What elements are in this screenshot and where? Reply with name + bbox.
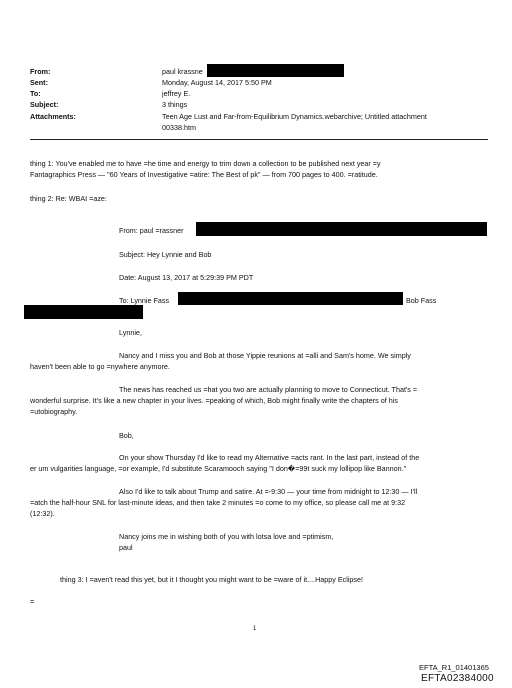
p2-line1: The news has reached us =hat you two are actually planning to move to Connecticut. That's = <box>119 385 418 394</box>
sent-value: Monday, August 14, 2017 5:50 PM <box>162 78 272 87</box>
greeting: Lynnie, <box>119 328 142 337</box>
fwd-date: Date: August 13, 2017 at 5:29:39 PM PDT <box>119 273 254 282</box>
trailing-equals: = <box>30 597 35 606</box>
p1-line2: haven't been able to go =nywhere anymore. <box>30 362 170 371</box>
thing1-line2: Fantagraphics Press — "60 Years of Investigative =atire: The Best of pk" — from 700 pages to 400. =ratitude. <box>30 170 378 179</box>
bob-greeting: Bob, <box>119 431 134 440</box>
subject-label: Subject: <box>30 100 59 109</box>
p4-line2: =atch the half-hour SNL for last-minute ideas, and then take 2 minutes =o come to my office, so please call me at 9:32 <box>30 498 406 507</box>
fwd-subject: Subject: Hey Lynnie and Bob <box>119 250 212 259</box>
thing3-line: thing 3: I =aven't read this yet, but it I thought you might want to be =ware of it....Happy Eclipse! <box>60 575 364 584</box>
thing1-line1: thing 1: You've enabled me to have =he time and energy to trim down a collection to be published next year =y <box>30 159 381 168</box>
redaction-box <box>178 292 403 305</box>
to-value: jeffrey E. <box>162 89 191 98</box>
bates-number-small: EFTA_R1_01401365 <box>419 663 489 672</box>
sent-label: Sent: <box>30 78 48 87</box>
thing2-label: thing 2: Re: WBAI =aze: <box>30 194 107 203</box>
p1-line1: Nancy and I miss you and Bob at those Yippie reunions at =alli and Sam's home. We simply <box>119 351 411 360</box>
redaction-box <box>196 222 487 236</box>
p4-line1: Also I'd like to talk about Trump and satire. At =-9:30 — your time from midnight to 12:30 — I'll <box>119 487 418 496</box>
from-value: paul krassne <box>162 67 203 76</box>
header-divider <box>30 139 488 140</box>
fwd-to-suffix: Bob Fass <box>406 296 437 305</box>
p2-line3: =utobiography. <box>30 407 78 416</box>
p5-signature: paul <box>119 543 133 552</box>
p3-line1: On your show Thursday I'd like to read my Alternative =acts rant. In the last part, instead of the <box>119 453 420 462</box>
attachments-value-line2: 00338.htm <box>162 123 196 132</box>
attachments-value-line1: Teen Age Lust and Far-from-Equilibrium Dynamics.webarchive; Untitled attachment <box>162 112 427 121</box>
subject-value: 3 things <box>162 100 188 109</box>
redaction-box <box>207 64 344 77</box>
to-label: To: <box>30 89 41 98</box>
fwd-from: From: paul =rassner <box>119 226 184 235</box>
redaction-box <box>24 305 143 319</box>
from-label: From: <box>30 67 51 76</box>
bates-number-large: EFTA02384000 <box>421 673 494 684</box>
page-number: 1 <box>253 626 257 632</box>
p4-line3: (12:32). <box>30 509 55 518</box>
attachments-label: Attachments: <box>30 112 76 121</box>
p2-line2: wonderful surprise. It's like a new chapter in your lives. =peaking of which, Bob might finally write the chapters of his <box>30 396 398 405</box>
fwd-to: To: Lynnie Fass <box>119 296 170 305</box>
p5-line1: Nancy joins me in wishing both of you with lotsa love and =ptimism, <box>119 532 334 541</box>
p3-line2: er um vulgarities language, =or example, I'd substitute Scaramooch saying "I don�=99t suck my lollipop like Bannon." <box>30 464 407 473</box>
